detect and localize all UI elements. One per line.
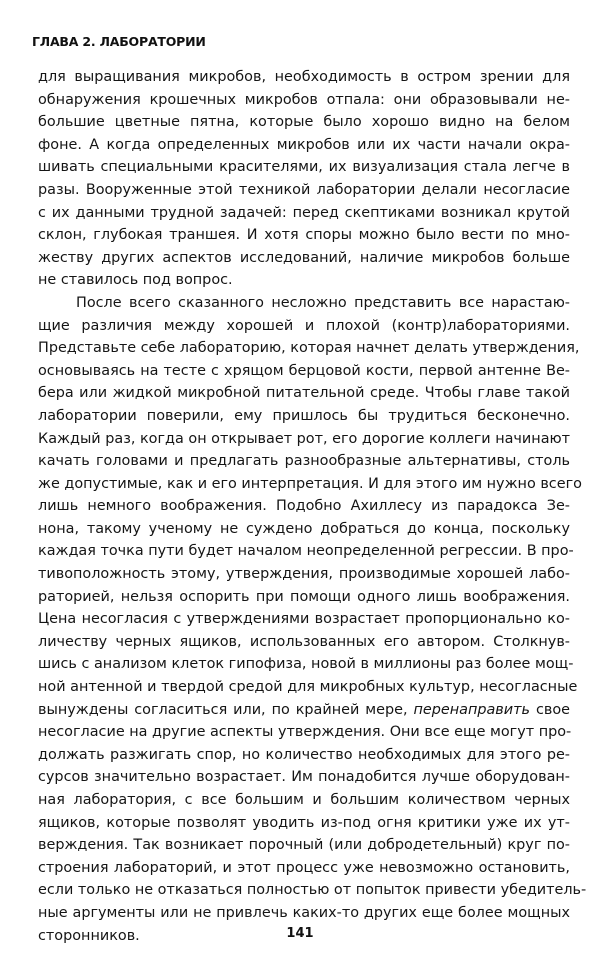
- text-line: ная лаборатория, с все большим и большим количеством черных: [38, 792, 570, 808]
- text-line: личеству черных ящиков, использованных его автором. Столкнув-: [38, 633, 570, 650]
- text-line: несогласие на другие аспекты утверждения. Они все еще могут про-: [38, 724, 572, 741]
- text-line: качать головами и предлагать разнообразные альтернативы, столь: [38, 453, 570, 470]
- text-line: верждения. Так возникает порочный (или добродетельный) круг по-: [38, 837, 570, 854]
- text-line: бера или жидкой микробной питательной среде. Чтобы главе такой: [38, 385, 570, 402]
- text-line: шивать специальными красителями, их визуализация стала легче в: [38, 159, 570, 176]
- paragraph-1: [38, 66, 570, 292]
- text-line: строения лабораторий, и этот процесс уже невозможно остановить,: [38, 859, 570, 876]
- text-line: жеству других аспектов исследований, наличие микробов больше: [38, 249, 570, 266]
- text-line: ящиков, которые позволят уводить из-под огня критики уже их ут-: [38, 814, 570, 831]
- text-line-with-emphasis: [38, 699, 570, 722]
- text-line: если только не отказаться полностью от попыток привести убедитель-: [38, 882, 587, 899]
- text-line: основываясь на тесте с хрящом берцовой кости, первой антенне Ве-: [38, 362, 570, 379]
- page-number: 141: [286, 926, 314, 941]
- text-line: раторией, нельзя оспорить при помощи одного лишь воображения.: [38, 588, 570, 605]
- text-fragment: вынуждены согласиться или, по крайней мере,: [38, 701, 408, 718]
- text-fragment: свое: [535, 701, 571, 718]
- text-line: шись с анализом клеток гипофиза, новой в миллионы раз более мощ-: [38, 656, 574, 673]
- text-line: лаборатории поверили, ему пришлось бы трудиться бесконечно.: [38, 407, 570, 424]
- text-line: сторонников.: [38, 927, 140, 944]
- emphasized-word: перенаправить: [413, 701, 531, 718]
- text-line: сурсов значительно возрастает. Им понадобится лучше оборудован-: [38, 769, 570, 786]
- paragraph-2: [38, 292, 587, 947]
- text-line: После всего сказанного несложно представить все нарастаю-: [76, 294, 570, 311]
- text-line: Цена несогласия с утверждениями возрастает пропорционально ко-: [38, 611, 570, 628]
- text-line: разы. Вооруженные этой техникой лаборатории делали несогласие: [38, 181, 570, 198]
- text-line: фоне. А когда определенных микробов или их части начали окра-: [38, 136, 570, 153]
- text-line: большие цветные пятна, которые было хорошо видно на белом: [38, 114, 570, 131]
- text-line: обнаружения крошечных микробов отпала: они образовывали не-: [38, 91, 570, 108]
- text-line: склон, глубокая траншея. И хотя споры можно было вести по мно-: [38, 227, 570, 244]
- text-line: ные аргументы или не привлечь каких-то других еще более мощных: [38, 904, 570, 921]
- text-line: же допустимые, как и его интерпретация. И для этого им нужно всего: [38, 475, 582, 492]
- text-line: лишь немного воображения. Подобно Ахиллесу из парадокса Зе-: [38, 498, 570, 515]
- text-line: нона, такому ученому не суждено добраться до конца, поскольку: [38, 520, 570, 537]
- text-line: Каждый раз, когда он открывает рот, его дорогие коллеги начинают: [38, 430, 571, 447]
- text-line: щие различия между хорошей и плохой (контр)лабораториями.: [38, 317, 570, 334]
- text-line: ной антенной и твердой средой для микробных культур, несогласные: [38, 679, 578, 696]
- text-line: тивоположность этому, утверждения, производимые хорошей лабо-: [38, 566, 570, 583]
- body-text: [38, 66, 587, 947]
- text-line: Представьте себе лабораторию, которая начнет делать утверждения,: [38, 340, 580, 357]
- text-line: для выращивания микробов, необходимость в остром зрении для: [38, 69, 570, 85]
- text-line: с их данными трудной задачей: перед скептиками возникал крутой: [38, 204, 570, 221]
- text-line: каждая точка пути будет началом неопределенной регрессии. В про-: [38, 543, 574, 560]
- text-line: не ставилось под вопрос.: [38, 272, 233, 289]
- text-line: должать разжигать спор, но количество необходимых для этого ре-: [38, 746, 570, 763]
- running-head: ГЛАВА 2. ЛАБОРАТОРИИ: [32, 34, 206, 49]
